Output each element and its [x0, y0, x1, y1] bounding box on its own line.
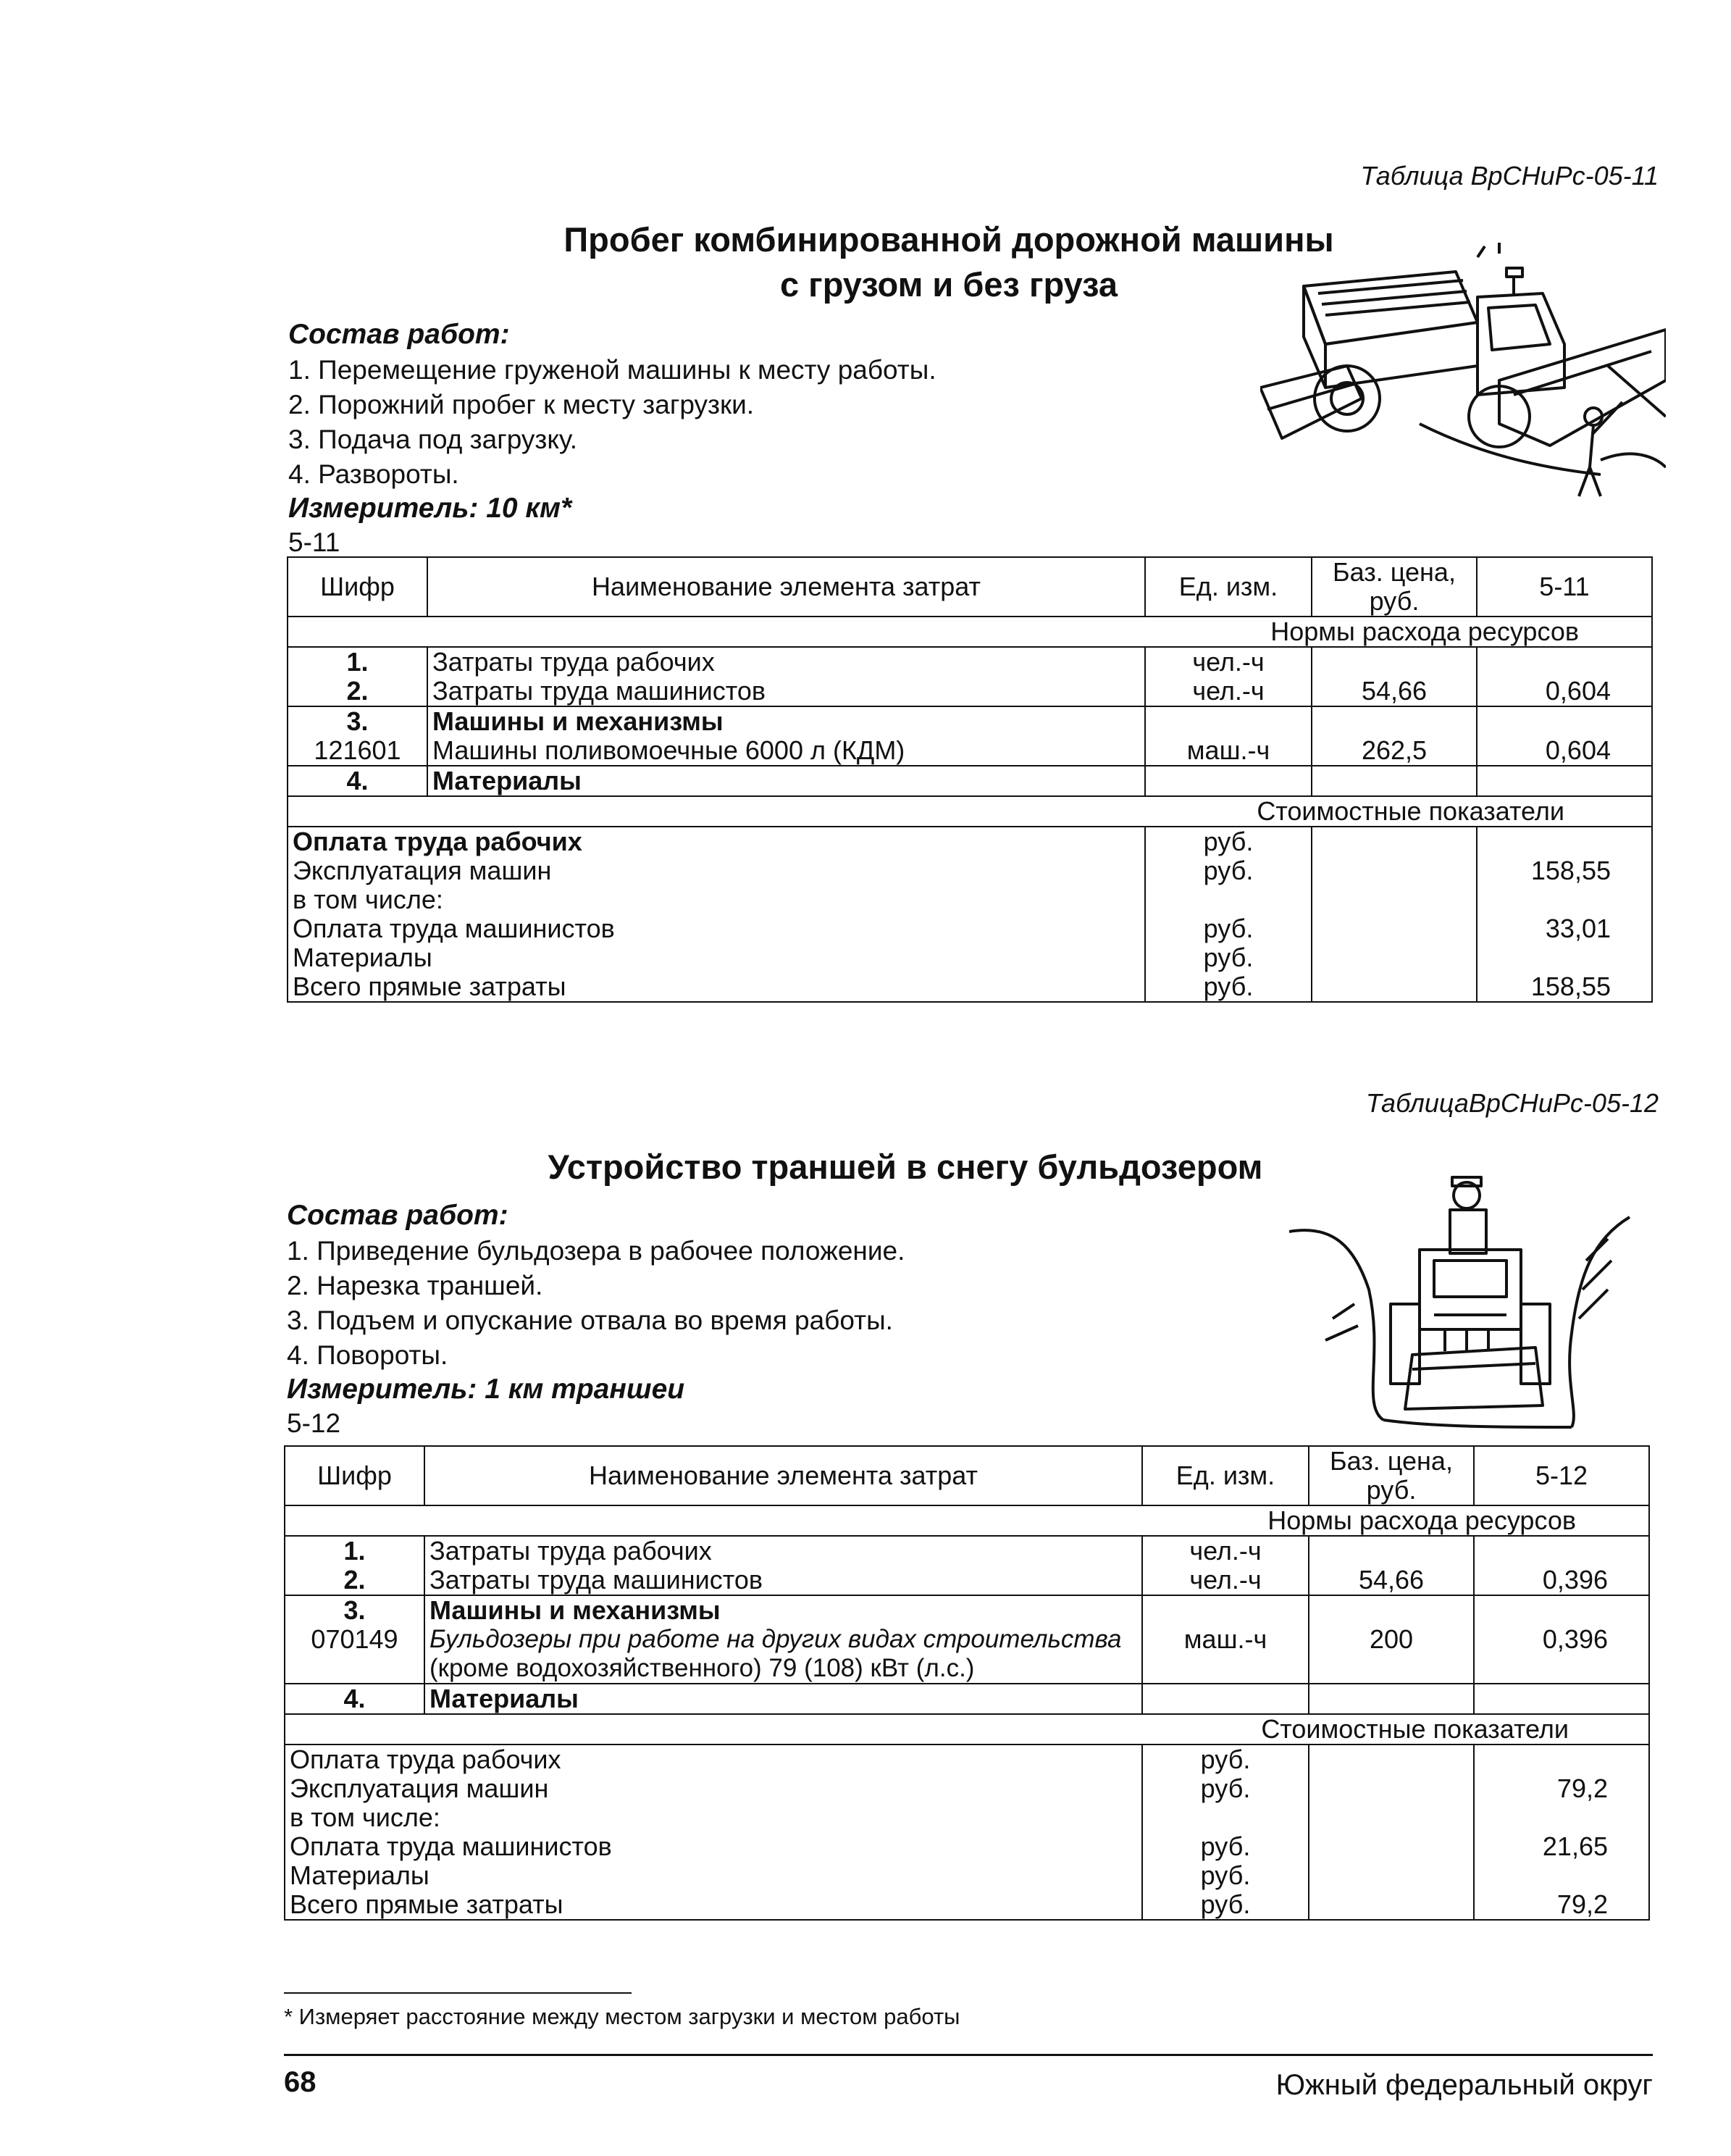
col-header: Шифр: [285, 1446, 424, 1505]
cost-row: Оплата труда рабочих руб.: [285, 1745, 1649, 1774]
cost-row: Эксплуатация машин руб. 79,2: [285, 1774, 1649, 1803]
cost-heading: Стоимостные показатели: [285, 1714, 1649, 1745]
cost-row: Оплата труда машинистов руб. 21,65: [285, 1832, 1649, 1861]
col-header: Ед. изм.: [1145, 557, 1312, 617]
work-item: 4. Развороты.: [288, 459, 459, 489]
table-code: 5-11: [288, 527, 340, 557]
table-row: 2. Затраты труда машинистов чел.-ч 54,66 0,396: [285, 1566, 1649, 1595]
table-row: 1. Затраты труда рабочих чел.-ч: [288, 647, 1652, 677]
norms-table: [284, 1445, 1650, 1921]
col-header: 5-12: [1474, 1446, 1649, 1505]
norms-heading: Нормы расхода ресурсов: [285, 1505, 1649, 1536]
table-row: 4. Материалы: [285, 1684, 1649, 1714]
col-header: Шифр: [288, 557, 427, 617]
measure: Измеритель: 10 км*: [288, 493, 572, 524]
col-header: Наименование элемента затрат: [427, 557, 1145, 617]
footnote: * Измеряет расстояние между местом загрузки и местом работы: [284, 2004, 960, 2029]
table-row: 121601 Машины поливомоечные 6000 л (КДМ) маш.-ч 262,5 0,604: [288, 736, 1652, 766]
cost-heading: Стоимостные показатели: [288, 796, 1652, 827]
work-item: 3. Подъем и опускание отвала во время работы.: [287, 1305, 893, 1335]
page-subtitle: с грузом и без груза: [779, 265, 1118, 304]
measure: Измеритель: 1 км траншеи: [287, 1374, 685, 1405]
region-label: Южный федеральный округ: [1275, 2069, 1653, 2101]
cost-row: Материалы руб.: [285, 1861, 1649, 1890]
page-number: 68: [284, 2066, 317, 2098]
work-item: 3. Подача под загрузку.: [288, 425, 577, 454]
col-header: 5-11: [1477, 557, 1652, 617]
work-item: 1. Приведение бульдозера в рабочее положение.: [287, 1236, 905, 1266]
col-header: Баз. цена, руб.: [1312, 557, 1477, 617]
cost-row: в том числе:: [288, 885, 1652, 914]
footer-rule: [284, 2054, 1653, 2056]
cost-row: Оплата труда рабочих руб.: [288, 827, 1652, 856]
table-label: ТаблицаВрСНиРс-05-12: [1365, 1088, 1659, 1118]
work-item: 4. Повороты.: [287, 1340, 448, 1370]
cost-row: Материалы руб.: [288, 943, 1652, 972]
page-title: Устройство траншей в снегу бульдозером: [548, 1148, 1263, 1186]
norms-heading: Нормы расхода ресурсов: [288, 617, 1652, 647]
work-heading: Состав работ:: [287, 1200, 508, 1231]
cost-row: в том числе:: [285, 1803, 1649, 1832]
cost-row: Оплата труда машинистов руб. 33,01: [288, 914, 1652, 943]
cost-row: Всего прямые затраты руб. 158,55: [288, 972, 1652, 1002]
table-row: 3. Машины и механизмы: [288, 706, 1652, 736]
table-code: 5-12: [287, 1408, 341, 1438]
machine-name-line1: Бульдозеры при работе на других видах строительства: [429, 1625, 1122, 1653]
work-item: 2. Порожний пробег к месту загрузки.: [288, 390, 755, 419]
machine-name-line2: (кроме водохозяйственного) 79 (108) кВт (л.с.): [429, 1654, 975, 1682]
work-heading: Состав работ:: [288, 319, 510, 350]
table-row: 3. Машины и механизмы: [285, 1595, 1649, 1625]
page-title: Пробег комбинированной дорожной машины: [563, 220, 1334, 259]
bulldozer-illustration: [1289, 1174, 1637, 1434]
work-item: 1. Перемещение груженой машины к месту работы.: [288, 355, 936, 385]
col-header: Баз. цена, руб.: [1309, 1446, 1474, 1505]
table-label: Таблица ВрСНиРс-05-11: [1360, 161, 1659, 191]
road-machine-illustration: [1260, 243, 1666, 511]
cost-row: Всего прямые затраты руб. 79,2: [285, 1890, 1649, 1920]
table-row: 070149 Бульдозеры при работе на других видах строительства (кроме водохозяйственного) 79 (108) кВт (л.с.) маш.-ч 200 0,396: [285, 1625, 1649, 1684]
table-row: 2. Затраты труда машинистов чел.-ч 54,66 0,604: [288, 677, 1652, 706]
col-header: Ед. изм.: [1142, 1446, 1309, 1505]
norms-table: [287, 556, 1653, 1003]
cost-row: Эксплуатация машин руб. 158,55: [288, 856, 1652, 885]
footnote-rule: [284, 1992, 632, 1994]
table-row: 1. Затраты труда рабочих чел.-ч: [285, 1536, 1649, 1566]
col-header: Наименование элемента затрат: [424, 1446, 1142, 1505]
trench-wall-left: [1289, 1230, 1383, 1420]
table-row: 4. Материалы: [288, 766, 1652, 796]
work-item: 2. Нарезка траншей.: [287, 1271, 543, 1300]
